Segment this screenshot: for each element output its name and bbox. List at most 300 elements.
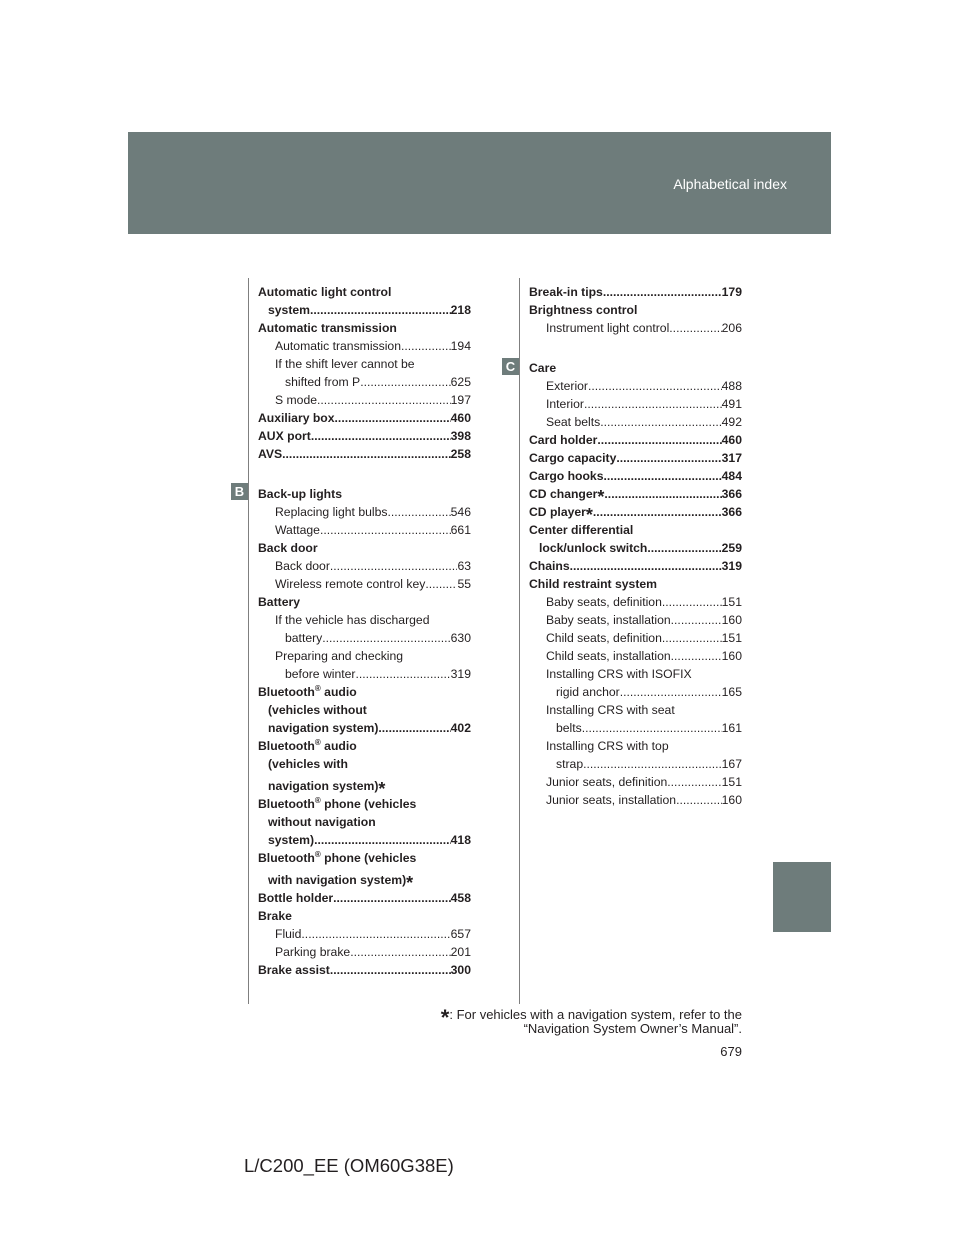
leader-dots <box>662 629 722 647</box>
leader-dots <box>570 557 722 575</box>
registered-mark: ® <box>314 795 321 805</box>
footnote-marker: * <box>585 505 593 521</box>
entry-text: with navigation system) <box>268 873 407 887</box>
leader-dots <box>584 395 722 413</box>
entry-page: 484 <box>721 469 742 483</box>
index-entry <box>529 503 742 521</box>
entry-term <box>258 909 292 923</box>
index-entry <box>529 647 742 665</box>
entry-page: 258 <box>450 447 471 461</box>
leader-dots <box>588 377 722 395</box>
index-entry <box>529 539 742 557</box>
entry-page: 460 <box>721 433 742 447</box>
entry-page: 546 <box>450 505 471 519</box>
index-entry <box>529 791 742 809</box>
index-entry <box>529 683 742 701</box>
index-entry <box>258 301 471 319</box>
index-entry <box>529 611 742 629</box>
registered-mark: ® <box>314 683 321 693</box>
footnote-line-1: : For vehicles with a navigation system, refer to the <box>449 1007 742 1022</box>
entry-text: AUX port <box>258 429 311 443</box>
index-entry <box>258 611 471 629</box>
center-divider <box>519 278 520 1004</box>
entry-term <box>258 797 416 811</box>
left-divider <box>248 278 249 1004</box>
entry-text: Brake <box>258 909 292 923</box>
entry-term <box>258 851 416 865</box>
entry-term <box>546 611 671 629</box>
index-entry <box>258 557 471 575</box>
entry-term <box>556 719 582 737</box>
index-entry <box>529 719 742 737</box>
entry-text: Fluid <box>275 927 302 941</box>
entry-page: 165 <box>721 685 742 699</box>
entry-text: (vehicles without <box>268 703 367 717</box>
entry-text: Wattage <box>275 523 320 537</box>
entry-term <box>556 755 583 773</box>
leader-dots <box>669 319 721 337</box>
index-entry <box>529 665 742 683</box>
entry-text: without navigation <box>268 815 376 829</box>
section-letter-c: C <box>502 358 519 375</box>
entry-term <box>258 445 282 463</box>
entry-page: 167 <box>721 757 742 771</box>
entry-text: If the vehicle has discharged <box>275 613 430 627</box>
entry-page: 492 <box>721 415 742 429</box>
index-entry <box>258 409 471 427</box>
entry-term <box>529 577 657 591</box>
entry-page: 319 <box>721 559 742 573</box>
entry-term <box>275 649 403 663</box>
section-gap <box>258 463 471 485</box>
leader-dots <box>425 575 457 593</box>
index-entry <box>258 283 471 301</box>
entry-term <box>268 757 348 771</box>
entry-term <box>546 773 667 791</box>
entry-text-rest: phone (vehicles <box>320 851 417 865</box>
entry-term <box>546 319 669 337</box>
entry-term <box>546 629 662 647</box>
entry-page: 460 <box>450 411 471 425</box>
index-entry <box>258 319 471 337</box>
entry-term <box>529 431 597 449</box>
entry-term <box>556 683 620 701</box>
entry-term <box>258 409 335 427</box>
entry-term <box>546 703 675 717</box>
index-entry <box>258 795 471 813</box>
entry-page: 319 <box>450 667 471 681</box>
header-title: Alphabetical index <box>673 176 787 192</box>
entry-text: rigid anchor <box>556 685 620 699</box>
entry-term <box>539 539 647 557</box>
leader-dots <box>333 889 451 907</box>
entry-text: Seat belts <box>546 415 601 429</box>
entry-term <box>546 395 584 413</box>
chapter-side-tab <box>773 862 831 932</box>
index-entry <box>529 413 742 431</box>
document-id: L/C200_EE (OM60G38E) <box>244 1155 454 1176</box>
leader-dots <box>583 755 722 773</box>
entry-text: Card holder <box>529 433 598 447</box>
entry-page: 160 <box>721 613 742 627</box>
entry-page: 151 <box>721 595 742 609</box>
entry-text: Battery <box>258 595 300 609</box>
footnote <box>380 1005 742 1036</box>
entry-page: 402 <box>450 721 471 735</box>
entry-text: Brightness control <box>529 303 638 317</box>
entry-term <box>258 595 300 609</box>
entry-text: CD changer <box>529 487 598 501</box>
index-entry <box>529 301 742 319</box>
leader-dots <box>330 961 451 979</box>
entry-term <box>258 685 357 699</box>
entry-term <box>268 703 367 717</box>
entry-term <box>275 357 415 371</box>
index-entry <box>258 849 471 867</box>
entry-term <box>275 557 330 575</box>
entry-term <box>268 301 310 319</box>
entry-text: Child seats, installation <box>546 649 671 663</box>
index-entry <box>258 485 471 503</box>
entry-page: 317 <box>721 451 742 465</box>
index-entry <box>258 539 471 557</box>
entry-page: 661 <box>450 523 471 537</box>
entry-term <box>268 873 413 887</box>
entry-term <box>529 283 603 301</box>
index-entry <box>529 359 742 377</box>
footnote-marker: * <box>378 779 386 795</box>
leader-dots <box>603 283 722 301</box>
entry-text-rest: audio <box>320 739 357 753</box>
entry-term <box>268 779 385 793</box>
leader-dots <box>317 391 451 409</box>
index-entry <box>529 467 742 485</box>
registered-mark: ® <box>314 737 321 747</box>
index-entry <box>258 665 471 683</box>
leader-dots <box>600 413 721 431</box>
entry-text: shifted from P <box>285 375 361 389</box>
leader-dots <box>320 521 451 539</box>
entry-text: Brake assist <box>258 963 330 977</box>
entry-page: 657 <box>450 927 471 941</box>
entry-term <box>546 667 692 681</box>
index-entry <box>258 337 471 355</box>
index-entry <box>258 445 471 463</box>
entry-term <box>275 943 350 961</box>
entry-text: Back door <box>275 559 330 573</box>
entry-text: lock/unlock switch <box>539 541 648 555</box>
index-entry <box>529 377 742 395</box>
entry-term <box>275 391 317 409</box>
index-entry <box>258 647 471 665</box>
leader-dots <box>604 485 721 503</box>
entry-text: Automatic transmission <box>275 339 401 353</box>
entry-text: Baby seats, installation <box>546 613 671 627</box>
footnote-marker: * <box>597 487 605 503</box>
entry-term <box>546 791 676 809</box>
entry-term <box>546 377 588 395</box>
entry-term <box>546 593 662 611</box>
entry-text: Bluetooth <box>258 851 315 865</box>
entry-page: 398 <box>450 429 471 443</box>
entry-text: S mode <box>275 393 318 407</box>
entry-text: Interior <box>546 397 584 411</box>
entry-term <box>285 629 322 647</box>
entry-text-rest: audio <box>320 685 357 699</box>
leader-dots <box>310 301 451 319</box>
index-entry <box>258 427 471 445</box>
entry-page: 366 <box>721 487 742 501</box>
leader-dots <box>676 791 722 809</box>
entry-text: (vehicles with <box>268 757 348 771</box>
entry-text: Bluetooth <box>258 739 315 753</box>
entry-term <box>268 831 314 849</box>
index-entry <box>258 831 471 849</box>
index-entry <box>258 575 471 593</box>
leader-dots <box>301 925 450 943</box>
entry-text: Cargo capacity <box>529 451 617 465</box>
entry-text: Back door <box>258 541 318 555</box>
entry-text: Bottle holder <box>258 891 334 905</box>
entry-page: 625 <box>450 375 471 389</box>
leader-dots <box>671 647 722 665</box>
entry-text: Automatic transmission <box>258 321 397 335</box>
leader-dots <box>582 719 722 737</box>
entry-text: Cargo hooks <box>529 469 604 483</box>
entry-term <box>529 485 604 503</box>
index-entry <box>258 629 471 647</box>
entry-text: strap <box>556 757 584 771</box>
entry-term <box>275 613 429 627</box>
leader-dots <box>616 449 721 467</box>
entry-term <box>529 361 556 375</box>
entry-text: Installing CRS with seat <box>546 703 675 717</box>
entry-term <box>258 889 333 907</box>
entry-text: Parking brake <box>275 945 351 959</box>
section-letter-b: B <box>231 483 248 500</box>
entry-text: Auxiliary box <box>258 411 335 425</box>
entry-text: navigation system) <box>268 721 379 735</box>
entry-term <box>268 719 378 737</box>
index-entry <box>529 283 742 301</box>
entry-text: CD player <box>529 505 586 519</box>
entry-text: Replacing light bulbs <box>275 505 388 519</box>
index-entry <box>529 521 742 539</box>
footnote-marker: * <box>406 873 414 889</box>
entry-page: 151 <box>721 631 742 645</box>
index-entry <box>529 755 742 773</box>
entry-page: 218 <box>450 303 471 317</box>
entry-page: 197 <box>450 393 471 407</box>
index-entry <box>529 575 742 593</box>
entry-page: 55 <box>457 577 471 591</box>
entry-term <box>275 925 301 943</box>
index-entry <box>258 719 471 737</box>
page-number: 679 <box>720 1044 742 1059</box>
leader-dots <box>597 431 721 449</box>
entry-term <box>529 523 633 537</box>
entry-text: Child seats, definition <box>546 631 662 645</box>
entry-term <box>529 557 570 575</box>
leader-dots <box>378 719 450 737</box>
entry-term <box>258 961 330 979</box>
entry-term <box>258 739 357 753</box>
footnote-star: * <box>440 1005 450 1030</box>
index-entry <box>258 373 471 391</box>
index-entry <box>529 629 742 647</box>
index-column-left <box>258 283 471 979</box>
index-entry <box>258 391 471 409</box>
footnote-line-2: “Navigation System Owner’s Manual”. <box>523 1021 742 1036</box>
entry-term <box>275 337 401 355</box>
index-entry <box>258 813 471 831</box>
entry-text: battery <box>285 631 323 645</box>
entry-text: Bluetooth <box>258 685 315 699</box>
index-entry <box>529 737 742 755</box>
entry-text: Junior seats, installation <box>546 793 677 807</box>
leader-dots <box>311 427 451 445</box>
registered-mark: ® <box>314 849 321 859</box>
entry-text: Chains <box>529 559 570 573</box>
leader-dots <box>387 503 450 521</box>
index-entry <box>258 683 471 701</box>
index-entry <box>258 521 471 539</box>
entry-page: 160 <box>721 649 742 663</box>
entry-text: AVS <box>258 447 283 461</box>
index-entry <box>529 395 742 413</box>
entry-page: 201 <box>450 945 471 959</box>
index-entry <box>529 449 742 467</box>
index-entry <box>258 889 471 907</box>
leader-dots <box>647 539 721 557</box>
index-entry <box>258 701 471 719</box>
index-entry <box>258 773 471 795</box>
leader-dots <box>330 557 458 575</box>
leader-dots <box>620 683 722 701</box>
entry-text: Junior seats, definition <box>546 775 668 789</box>
leader-dots <box>355 665 450 683</box>
leader-dots <box>662 593 722 611</box>
entry-term <box>258 487 342 501</box>
index-entry <box>258 867 471 889</box>
entry-term <box>529 503 593 521</box>
entry-term <box>275 521 320 539</box>
entry-text: Automatic light control <box>258 285 392 299</box>
entry-text: Bluetooth <box>258 797 315 811</box>
chapter-header <box>128 132 831 234</box>
entry-text: If the shift lever cannot be <box>275 357 415 371</box>
entry-term <box>529 449 616 467</box>
index-entry <box>529 485 742 503</box>
leader-dots <box>360 373 450 391</box>
entry-term <box>268 815 376 829</box>
entry-term <box>258 321 397 335</box>
entry-text: before winter <box>285 667 356 681</box>
leader-dots <box>671 611 722 629</box>
leader-dots <box>667 773 721 791</box>
entry-page: 418 <box>450 833 471 847</box>
entry-term <box>285 665 355 683</box>
entry-page: 179 <box>721 285 742 299</box>
entry-page: 259 <box>721 541 742 555</box>
index-entry <box>258 943 471 961</box>
leader-dots <box>314 831 451 849</box>
entry-term <box>529 467 604 485</box>
entry-page: 300 <box>450 963 471 977</box>
entry-text: Wireless remote control key <box>275 577 426 591</box>
leader-dots <box>593 503 722 521</box>
entry-page: 206 <box>721 321 742 335</box>
entry-term <box>275 575 425 593</box>
entry-text: system) <box>268 833 315 847</box>
index-entry <box>529 557 742 575</box>
leader-dots <box>401 337 451 355</box>
entry-text: Child restraint system <box>529 577 658 591</box>
entry-page: 161 <box>721 721 742 735</box>
entry-term <box>546 647 671 665</box>
index-entry <box>258 503 471 521</box>
entry-text: Care <box>529 361 557 375</box>
entry-text: Back-up lights <box>258 487 342 501</box>
leader-dots <box>322 629 450 647</box>
entry-term <box>275 503 387 521</box>
entry-page: 160 <box>721 793 742 807</box>
entry-page: 194 <box>450 339 471 353</box>
index-entry <box>529 773 742 791</box>
index-entry <box>529 701 742 719</box>
entry-text: Center differential <box>529 523 634 537</box>
entry-page: 630 <box>450 631 471 645</box>
entry-term <box>285 373 360 391</box>
leader-dots <box>335 409 451 427</box>
index-entry <box>529 319 742 337</box>
index-entry <box>258 593 471 611</box>
index-entry <box>529 593 742 611</box>
entry-term <box>258 541 318 555</box>
index-column-right <box>529 283 742 809</box>
entry-term <box>546 413 600 431</box>
entry-text: Baby seats, definition <box>546 595 662 609</box>
entry-text: Installing CRS with top <box>546 739 669 753</box>
entry-page: 491 <box>721 397 742 411</box>
index-entry <box>258 961 471 979</box>
index-entry <box>258 737 471 755</box>
entry-page: 63 <box>457 559 471 573</box>
entry-text: Instrument light control <box>546 321 670 335</box>
entry-text: Preparing and checking <box>275 649 404 663</box>
entry-text: belts <box>556 721 582 735</box>
entry-term <box>258 285 391 299</box>
entry-text-rest: phone (vehicles <box>320 797 417 811</box>
entry-page: 366 <box>721 505 742 519</box>
entry-text: navigation system) <box>268 779 379 793</box>
index-entry <box>529 431 742 449</box>
index-entry <box>258 907 471 925</box>
index-entry <box>258 925 471 943</box>
index-entry <box>258 755 471 773</box>
leader-dots <box>350 943 450 961</box>
entry-term <box>546 739 669 753</box>
entry-page: 458 <box>450 891 471 905</box>
entry-text: Installing CRS with ISOFIX <box>546 667 692 681</box>
section-gap <box>529 337 742 359</box>
entry-text: Break-in tips <box>529 285 603 299</box>
entry-text: Exterior <box>546 379 588 393</box>
entry-term <box>258 427 311 445</box>
leader-dots <box>604 467 722 485</box>
entry-term <box>529 303 637 317</box>
entry-page: 488 <box>721 379 742 393</box>
